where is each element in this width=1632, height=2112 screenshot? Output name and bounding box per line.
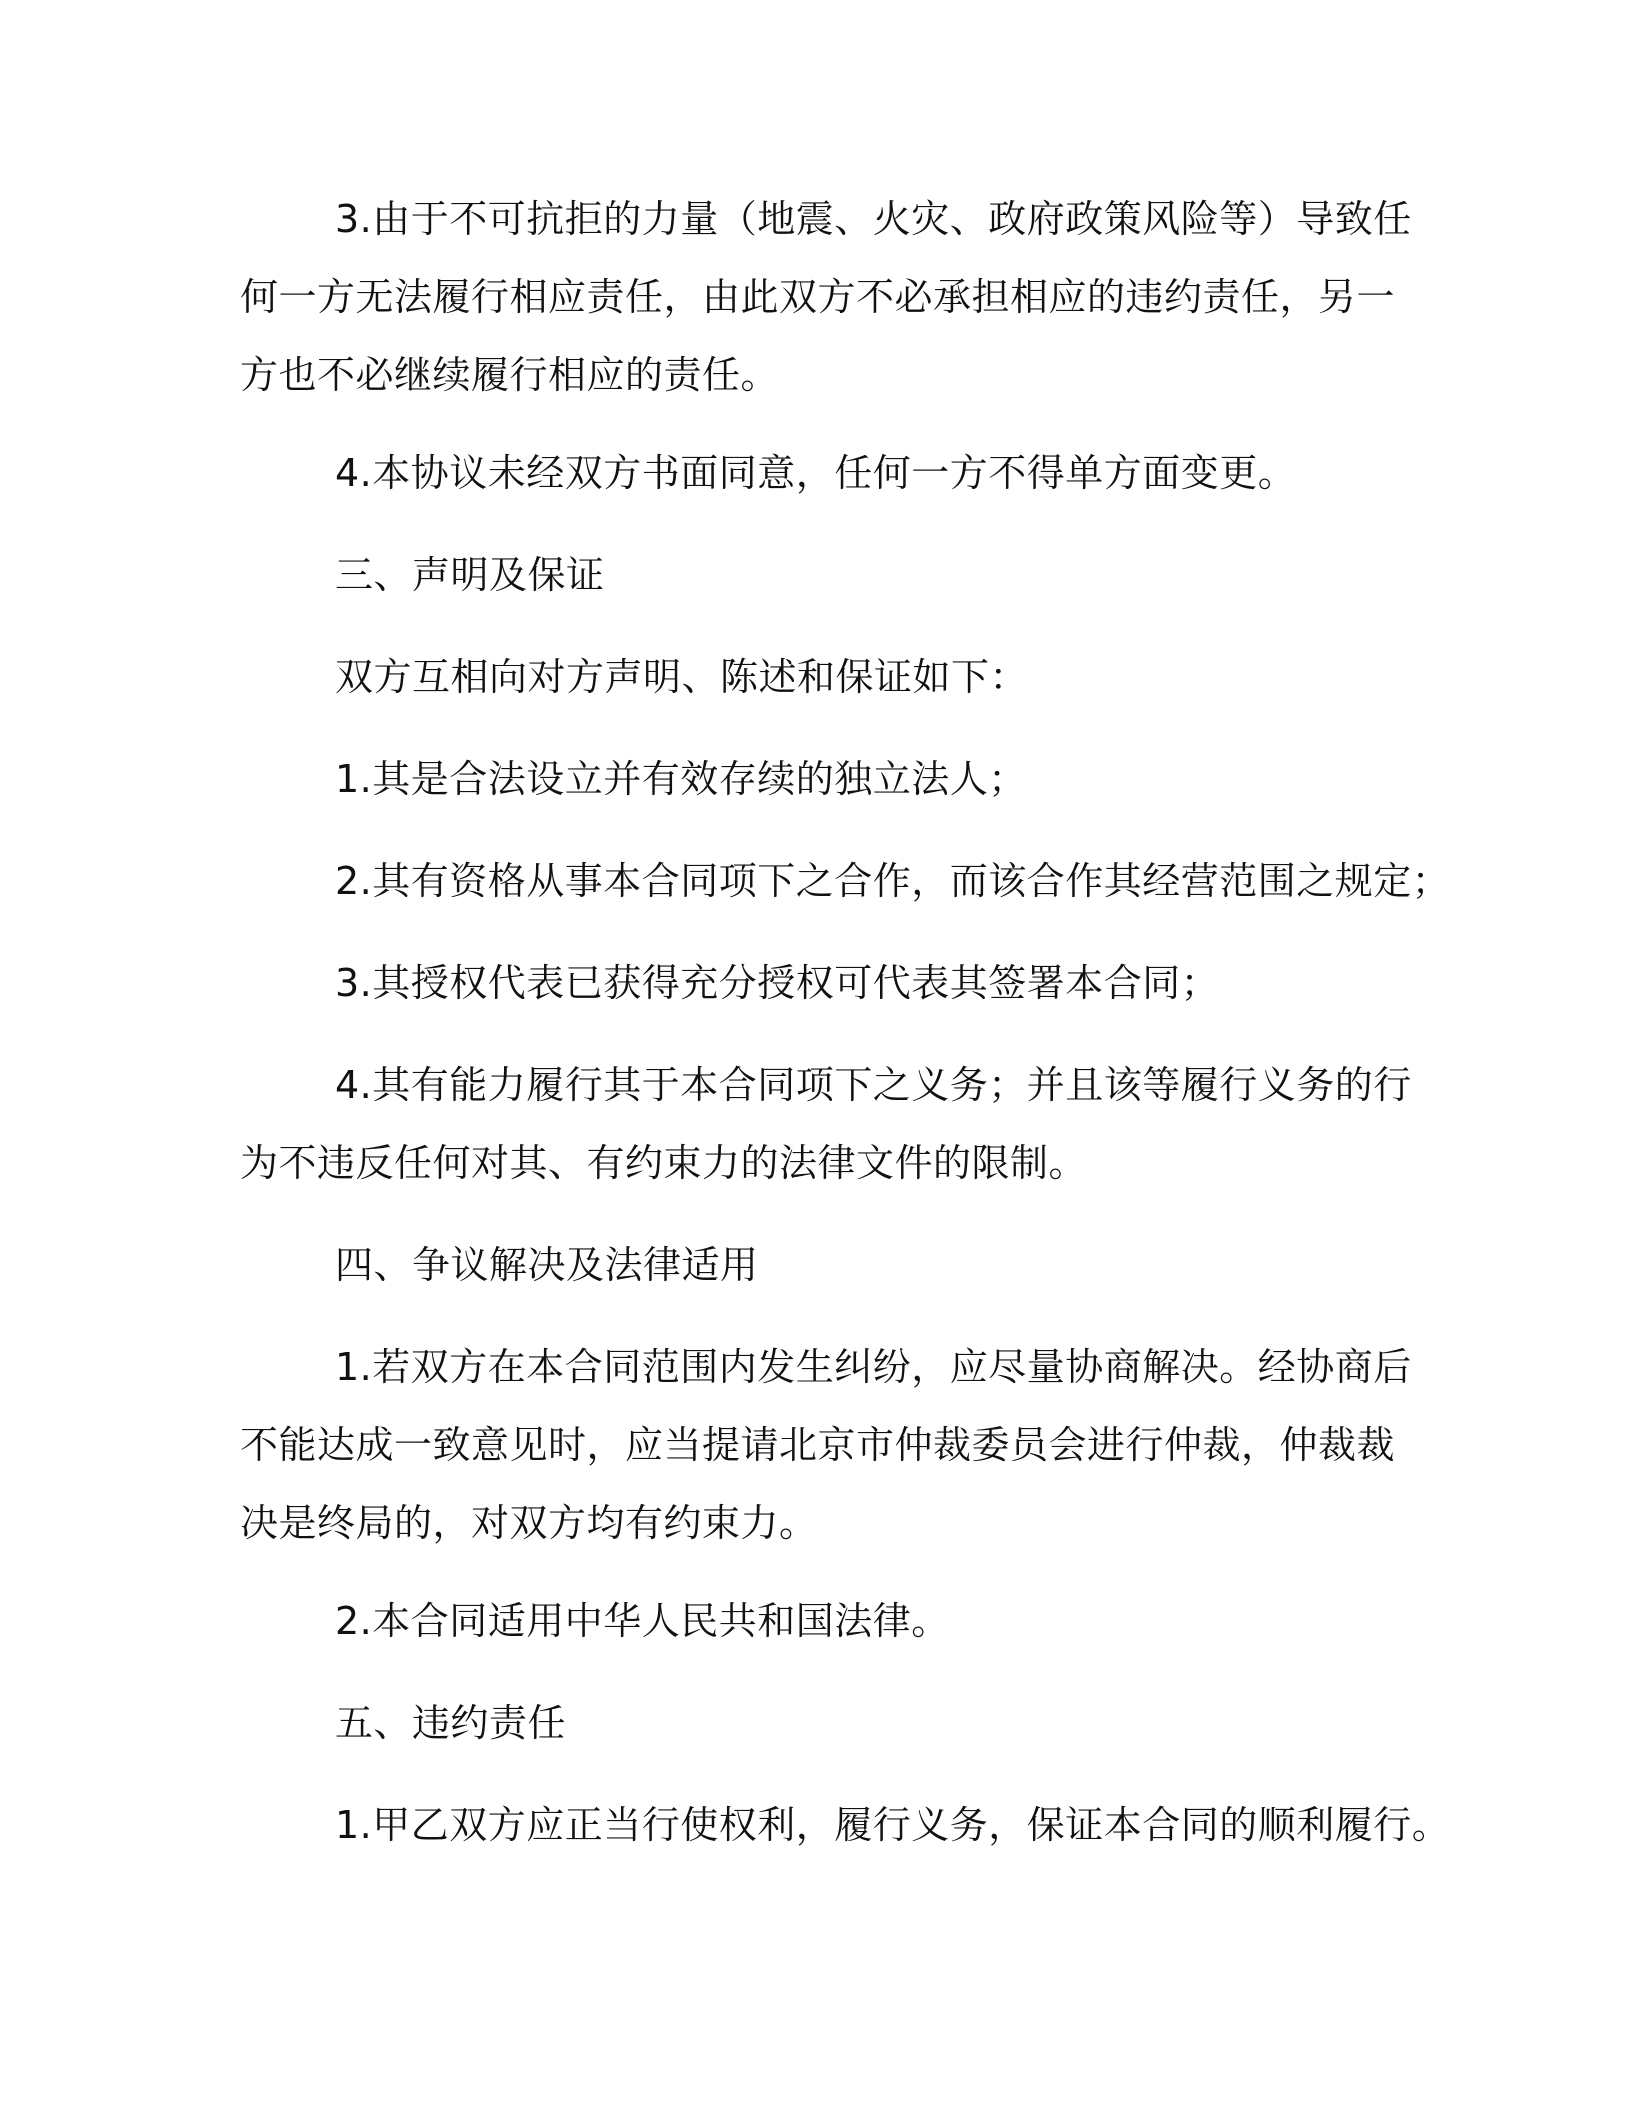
text-line: 3.由于不可抗拒的力量（地震、火灾、政府政策风险等）导致任: [335, 197, 1412, 241]
text-line: 不能达成一致意见时，应当提请北京市仲裁委员会进行仲裁，仲裁裁: [240, 1423, 1396, 1467]
clause-force-majeure: [240, 180, 1412, 414]
section-heading-liability: [240, 1684, 1390, 1762]
liability-clause-1: [240, 1786, 1451, 1864]
dispute-clause-2: [240, 1582, 1390, 1660]
text-line: 1.若双方在本合同范围内发生纠纷，应尽量协商解决。经协商后: [335, 1345, 1412, 1389]
text-line: 何一方无法履行相应责任，由此双方不必承担相应的违约责任，另一: [240, 275, 1396, 319]
representation-item-2: [240, 842, 1451, 920]
text-line: 4.本协议未经双方书面同意，任何一方不得单方面变更。: [335, 451, 1297, 495]
section-heading-representations: [240, 536, 1390, 614]
text-line: 3.其授权代表已获得充分授权可代表其签署本合同；: [335, 961, 1220, 1005]
dispute-clause-1: [240, 1328, 1412, 1562]
section-heading: 三、声明及保证: [335, 553, 605, 597]
text-line: 决是终局的，对双方均有约束力。: [240, 1501, 818, 1545]
text-line: 4.其有能力履行其于本合同项下之义务；并且该等履行义务的行: [335, 1063, 1412, 1107]
text-line: 2.本合同适用中华人民共和国法律。: [335, 1599, 950, 1643]
clause-amendment: [240, 434, 1390, 512]
representation-item-3: [240, 944, 1390, 1022]
section-heading: 四、争议解决及法律适用: [335, 1243, 759, 1287]
text-line: 方也不必继续履行相应的责任。: [240, 353, 780, 397]
representations-intro: [240, 638, 1390, 716]
representation-item-1: [240, 740, 1390, 818]
section-heading-disputes: [240, 1226, 1390, 1304]
text-line: 为不违反任何对其、有约束力的法律文件的限制。: [240, 1141, 1088, 1185]
text-line: 1.其是合法设立并有效存续的独立法人；: [335, 757, 1027, 801]
text-line: 双方互相向对方声明、陈述和保证如下：: [335, 655, 1029, 699]
text-line: 2.其有资格从事本合同项下之合作，而该合作其经营范围之规定；: [335, 859, 1451, 903]
text-line: 1.甲乙双方应正当行使权利，履行义务，保证本合同的顺利履行。: [335, 1803, 1451, 1847]
section-heading: 五、违约责任: [335, 1701, 567, 1745]
representation-item-4: [240, 1046, 1412, 1202]
